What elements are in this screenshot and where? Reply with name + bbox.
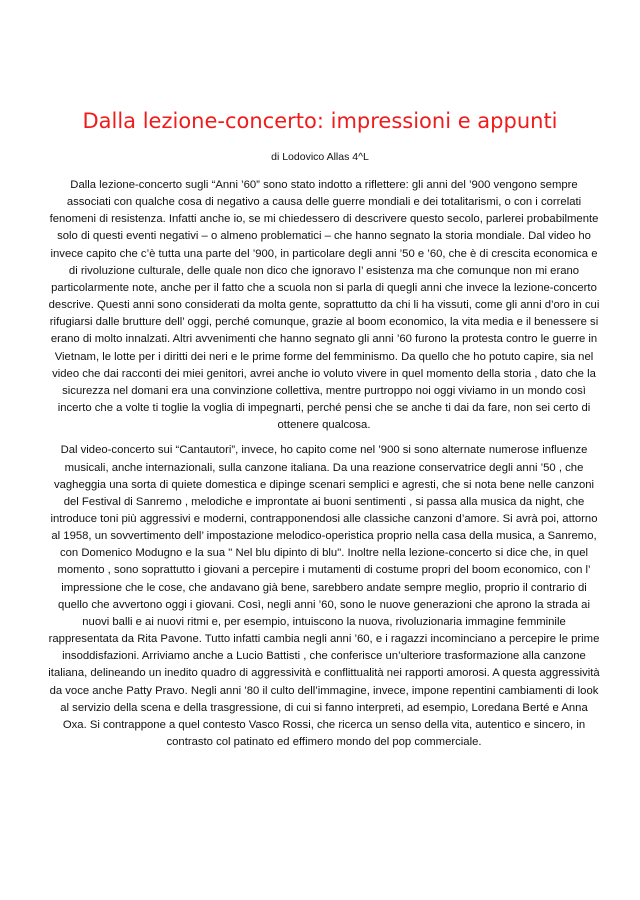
document-body (48, 177, 600, 751)
paragraph-cantautori: Dal video-concerto sui “Cantautori”, invece, ho capito come nel ’900 si sono alternate numerose influenze musicali, anche internazionali, sulla canzone italiana. Da una reazione conservatrice degli anni ’50 , che vagheggia una sorta di quiete domestica e dipinge scenari semplici e agresti, che si nota bene nelle canzoni del Festival di Sanremo , melodiche e improntate ai buoni sentimenti , si passa alla musica da night, che introduce toni più aggressivi e moderni, contrapponendosi alle classiche canzoni d’amore. Si avrà poi, attorno al 1958, un sovvertimento dell’ impostazione melodico-operistica proprio nella casa della musica, a Sanremo, con Domenico Modugno e la sua " Nel blu dipinto di blu". Inoltre nella lezione-concerto si dice che, in quel momento , sono soprattutto i giovani a percepire i mutamenti di costume propri del boom economico, con l’ impressione che le cose, che andavano già bene, sarebbero andate sempre meglio, proprio il contrario di quello che avvertono oggi i giovani. Così, negli anni ’60, sono le nuove generazioni che aprono la strada ai nuovi balli e ai nuovi ritmi e, per esempio, intuiscono la nuova, rivoluzionaria immagine femminile rappresentata da Rita Pavone. Tutto infatti cambia negli anni ’60, e i ragazzi incominciano a percepire le prime insoddisfazioni. Arriviamo anche a Lucio Battisti , che conferisce un’ulteriore trasformazione alla canzone italiana, delineando un inedito quadro di aggressività e conflittualità nei rapporti amorosi. A questa aggressività da voce anche Patty Pravo. Negli anni ’80 il culto dell’immagine, invece, impone repentini cambiamenti di look al servizio della scena e della trasgressione, di cui si fanno interpreti, ad esempio, Loredana Berté e Anna Oxa. Si contrappone a quel contesto Vasco Rossi, che ricerca un senso della vita, autentico e sincero, in contrasto col patinato ed effimero mondo del pop commerciale. (48, 444, 600, 748)
document-title: Dalla lezione-concerto: impressioni e appunti (82, 109, 558, 133)
paragraph-anni-60: Dalla lezione-concerto sugli “Anni ’60” sono stato indotto a riflettere: gli anni del ’900 vengono sempre associati con qualche cosa di negativo a causa delle guerre mondiali e dei totalitarismi, o con i correlati fenomeni di resistenza. Infatti anche io, se mi chiedessero di descrivere questo secolo, parlerei probabilmente solo di questi eventi negativi – o almeno problematici – che hanno segnato la storia mondiale. Dal video ho invece capito che c’è tutta una parte del ’900, in particolare degli anni ’50 e ’60, che è di crescita economica e di rivoluzione culturale, delle quale non dico che ignoravo l’ esistenza ma che comunque non mi erano particolarmente note, anche per il fatto che a scuola non si parla di quegli anni che invece la lezione-concerto descrive. Questi anni sono considerati da molta gente, soprattutto da chi li ha vissuti, come gli anni d’oro in cui rifugiarsi dalle brutture dell’ oggi, perché comunque, grazie al boom economico, la vita media e il benessere si erano di molto innalzati. Altri avvenimenti che hanno segnato gli anni ’60 furono la protesta contro le guerre in Vietnam, le lotte per i diritti dei neri e le prime forme del femminismo. Da quello che ho potuto capire, sia nel video che dai racconti dei miei genitori, avrei anche io voluto vivere in quel momento della storia , dato che la sicurezza nel domani era una convinzione collettiva, mentre purtroppo noi oggi viviamo in un mondo così incerto che a volte ti toglie la voglia di impegnarti, perché pensi che se anche ti dai da fare, non sei certo di ottenere qualcosa. (48, 179, 600, 432)
author-byline: di Lodovico Allas 4^L (271, 151, 369, 163)
